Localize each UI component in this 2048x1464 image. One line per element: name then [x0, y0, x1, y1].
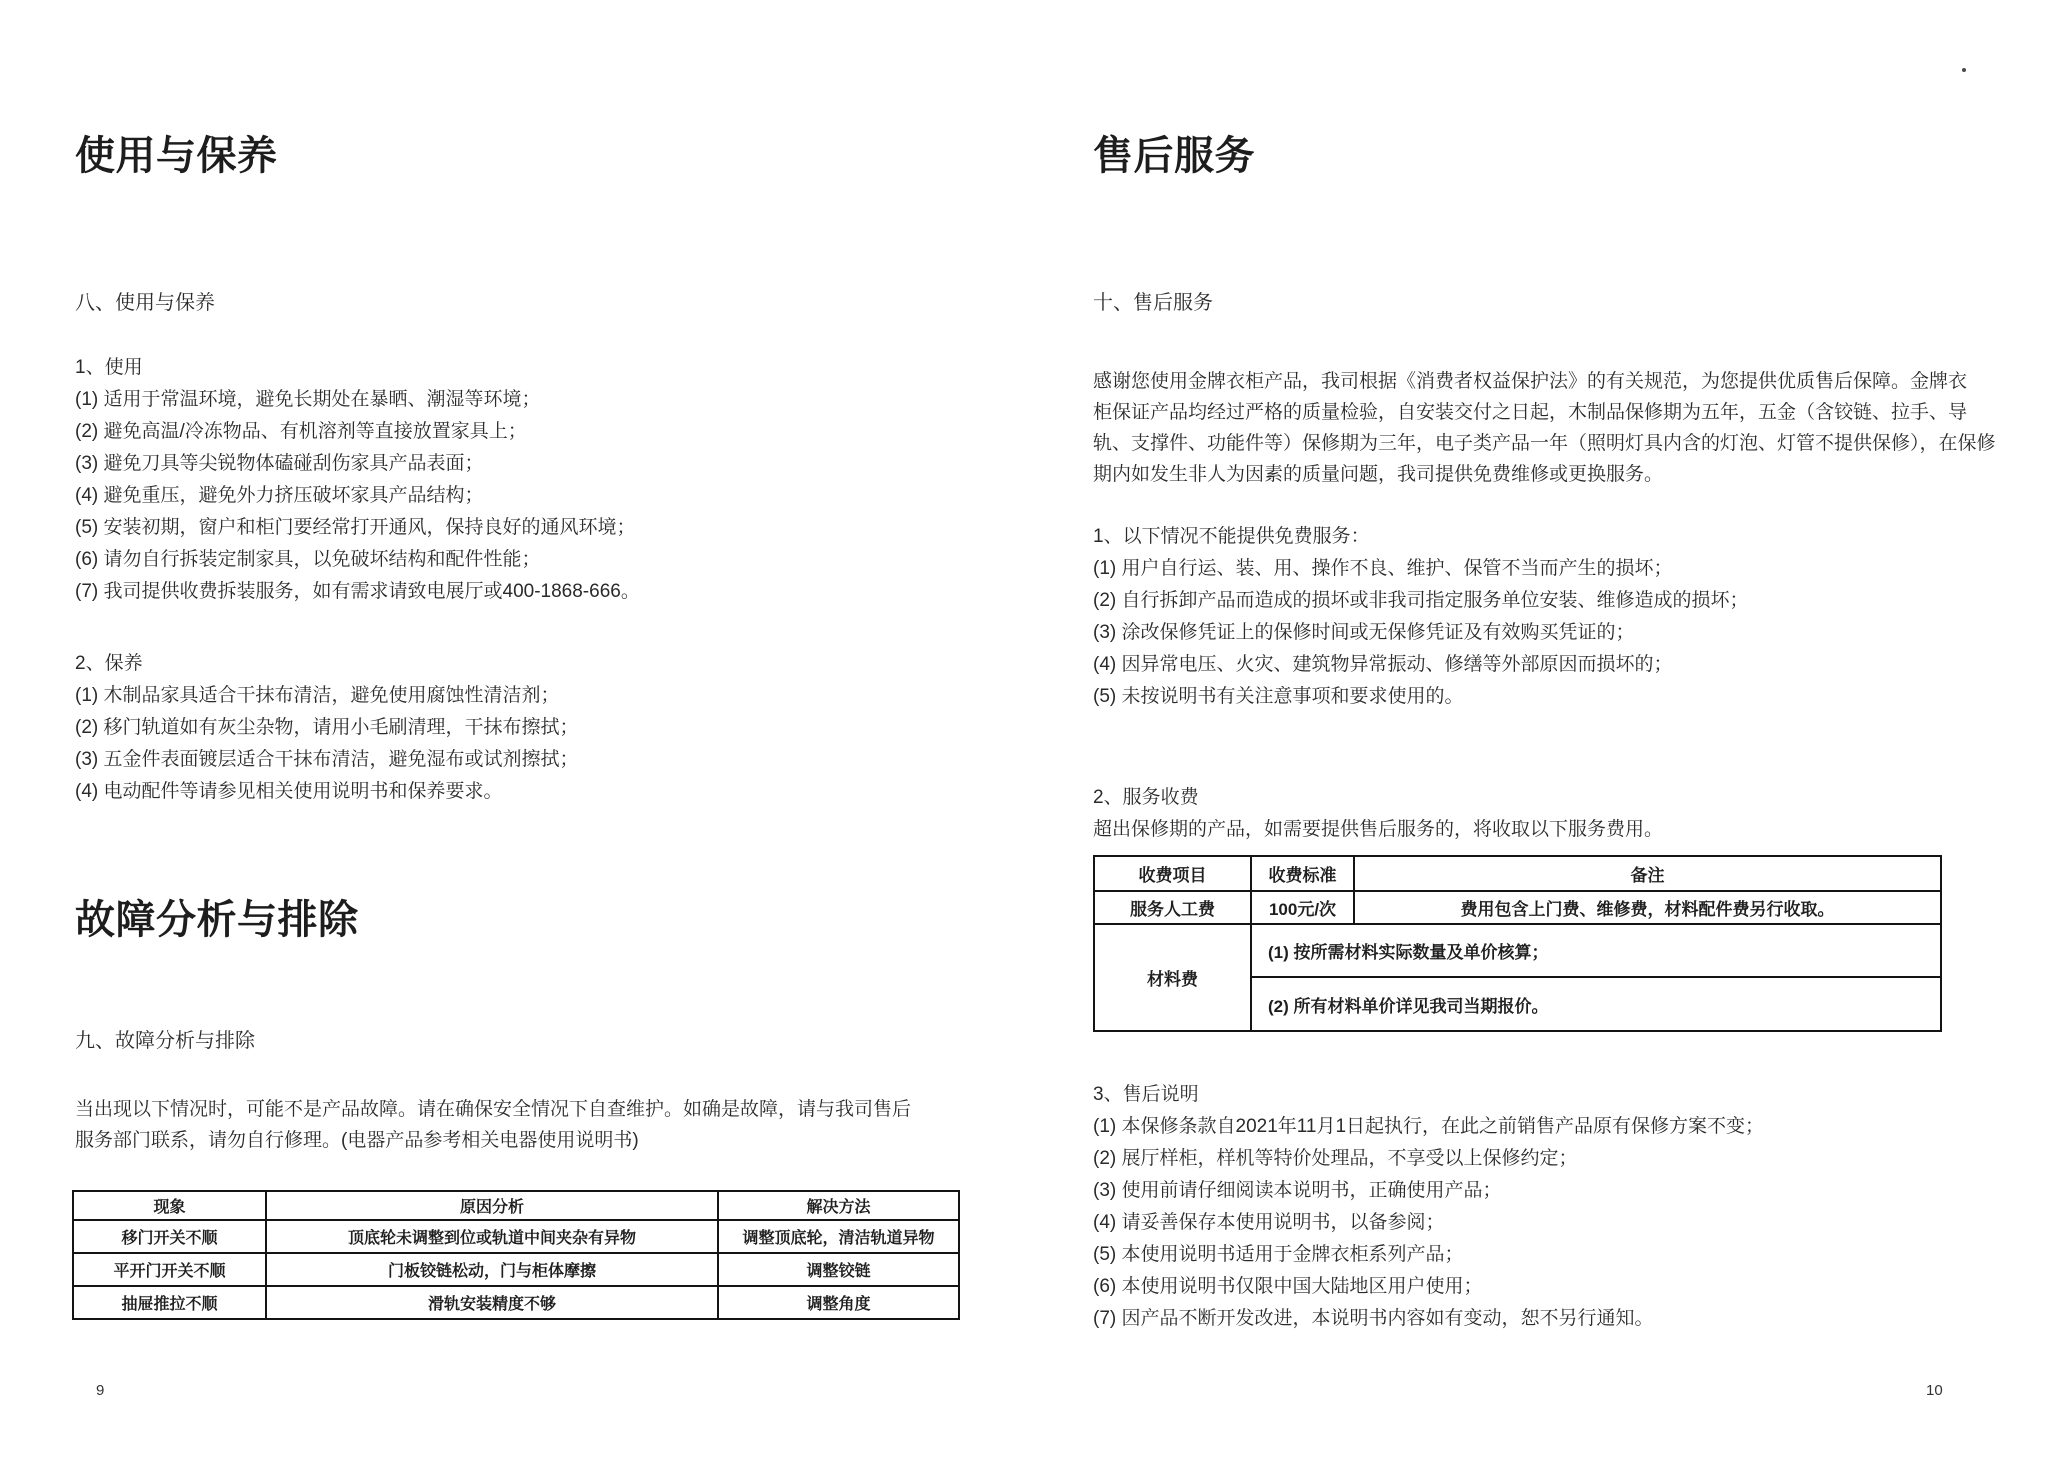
fault-table: [72, 1190, 960, 1320]
list-heading: 2、服务收费: [1093, 787, 1199, 808]
list-item: (4) 请妥善保存本使用说明书，以备参阅；: [1093, 1212, 1445, 1233]
table-cell: 顶底轮未调整到位或轨道中间夹杂有异物: [266, 1220, 718, 1253]
table-cell: 100元/次: [1251, 891, 1354, 924]
table-cell: 滑轨安装精度不够: [266, 1286, 718, 1319]
table-cell: 抽屉推拉不顺: [73, 1286, 266, 1319]
list-item: (3) 避免刀具等尖锐物体磕碰刮伤家具产品表面；: [75, 453, 484, 474]
page-title-after-sales: 售后服务: [1093, 134, 1255, 178]
paragraph-line: 期内如发生非人为因素的质量问题，我司提供免费维修或更换服务。: [1093, 464, 1664, 485]
use-list: [75, 352, 640, 608]
list-item: (5) 本使用说明书适用于金牌衣柜系列产品；: [1093, 1244, 1464, 1265]
list-heading: 2、保养: [75, 653, 143, 674]
paragraph-line: 柜保证产品均经过严格的质量检验，自安装交付之日起，木制品保修期为五年，五金（含铰链、拉手、导: [1093, 402, 1968, 423]
section-heading-9: 九、故障分析与排除: [75, 1030, 255, 1052]
table-header-cell: 现象: [73, 1191, 266, 1220]
list-item: (3) 使用前请仔细阅读本说明书，正确使用产品；: [1093, 1180, 1502, 1201]
table-header-cell: 备注: [1354, 856, 1941, 891]
list-item: (2) 移门轨道如有灰尘杂物，请用小毛刷清理，干抹布擦拭；: [75, 717, 579, 738]
section-heading-10: 十、售后服务: [1093, 292, 1213, 314]
table-cell: 费用包含上门费、维修费，材料配件费另行收取。: [1354, 891, 1941, 924]
page-title-fault-analysis: 故障分析与排除: [75, 898, 359, 942]
page-number-left: 9: [96, 1382, 105, 1399]
page-number-right: 10: [1926, 1382, 1943, 1399]
table-header-cell: 收费标准: [1251, 856, 1354, 891]
list-item: (3) 涂改保修凭证上的保修时间或无保修凭证及有效购买凭证的；: [1093, 622, 1635, 643]
paragraph-line: 轨、支撑件、功能件等）保修期为三年，电子类产品一年（照明灯具内含的灯泡、灯管不提供保修），在保修: [1093, 433, 1996, 454]
table-header-cell: 解决方法: [718, 1191, 959, 1220]
table-header-cell: 原因分析: [266, 1191, 718, 1220]
fee-table: [1093, 855, 1942, 1032]
table-cell: 门板铰链松动，门与柜体摩擦: [266, 1253, 718, 1286]
service-intro-paragraph: [1093, 366, 1996, 490]
page-title-use-care: 使用与保养: [75, 134, 278, 178]
table-row: [1094, 891, 1941, 924]
list-item: (1) 用户自行运、装、用、操作不良、维护、保管不当而产生的损坏；: [1093, 558, 1673, 579]
list-item: (5) 未按说明书有关注意事项和要求使用的。: [1093, 686, 1464, 707]
table-cell: 移门开关不顺: [73, 1220, 266, 1253]
list-item: (5) 安装初期，窗户和柜门要经常打开通风，保持良好的通风环境；: [75, 517, 636, 538]
table-cell: 材料费: [1094, 924, 1251, 1031]
fault-intro-paragraph: [75, 1094, 911, 1156]
list-heading: 1、使用: [75, 357, 143, 378]
section-heading-8: 八、使用与保养: [75, 292, 215, 314]
table-cell: 服务人工费: [1094, 891, 1251, 924]
table-cell: 调整角度: [718, 1286, 959, 1319]
list-item: (1) 木制品家具适合干抹布清洁，避免使用腐蚀性清洁剂；: [75, 685, 560, 706]
table-row: [73, 1220, 959, 1253]
list-item: (6) 本使用说明书仅限中国大陆地区用户使用；: [1093, 1276, 1483, 1297]
table-cell: (1) 按所需材料实际数量及单价核算；: [1251, 924, 1941, 977]
table-header-cell: 收费项目: [1094, 856, 1251, 891]
service-fee-intro: [1093, 782, 1663, 846]
table-row: [73, 1286, 959, 1319]
list-item: (3) 五金件表面镀层适合干抹布清洁，避免湿布或试剂擦拭；: [75, 749, 579, 770]
list-item: (7) 我司提供收费拆装服务，如有需求请致电展厅或400-1868-666。: [75, 581, 640, 602]
list-item: (7) 因产品不断开发改进，本说明书内容如有变动，恕不另行通知。: [1093, 1308, 1654, 1329]
paragraph-line: 当出现以下情况时，可能不是产品故障。请在确保安全情况下自查维护。如确是故障，请与我司售后: [75, 1099, 912, 1120]
page-left: [75, 0, 965, 1464]
list-item: (4) 因异常电压、火灾、建筑物异常振动、修缮等外部原因而损坏的；: [1093, 654, 1673, 675]
list-item: (4) 电动配件等请参见相关使用说明书和保养要求。: [75, 781, 503, 802]
table-cell: (2) 所有材料单价详见我司当期报价。: [1251, 977, 1941, 1031]
after-sales-notes-list: [1093, 1079, 1764, 1335]
list-item: (1) 适用于常温环境，避免长期处在暴晒、潮湿等环境；: [75, 389, 541, 410]
paragraph-line: 服务部门联系，请勿自行修理。(电器产品参考相关电器使用说明书): [75, 1130, 639, 1151]
list-item: (2) 展厅样柜，样机等特价处理品，不享受以上保修约定；: [1093, 1148, 1578, 1169]
list-item: (1) 本保修条款自2021年11月1日起执行，在此之前销售产品原有保修方案不变；: [1093, 1116, 1765, 1137]
table-cell: 调整铰链: [718, 1253, 959, 1286]
table-row: [73, 1253, 959, 1286]
list-heading: 3、售后说明: [1093, 1084, 1199, 1105]
table-header-row: [1094, 856, 1941, 891]
table-header-row: [73, 1191, 959, 1220]
table-cell: 平开门开关不顺: [73, 1253, 266, 1286]
paragraph-line: 超出保修期的产品，如需要提供售后服务的，将收取以下服务费用。: [1093, 819, 1664, 840]
list-item: (4) 避免重压，避免外力挤压破坏家具产品结构；: [75, 485, 484, 506]
paragraph-line: 感谢您使用金牌衣柜产品，我司根据《消费者权益保护法》的有关规范，为您提供优质售后保障。金牌衣: [1093, 371, 1968, 392]
stray-dot: [1962, 68, 1966, 72]
no-free-service-list: [1093, 521, 1749, 713]
list-item: (2) 避免高温/冷冻物品、有机溶剂等直接放置家具上；: [75, 421, 527, 442]
table-cell: 调整顶底轮，清洁轨道异物: [718, 1220, 959, 1253]
list-item: (2) 自行拆卸产品而造成的损坏或非我司指定服务单位安装、维修造成的损坏；: [1093, 590, 1749, 611]
list-item: (6) 请勿自行拆装定制家具，以免破坏结构和配件性能；: [75, 549, 541, 570]
page-right: [1093, 0, 1996, 1464]
care-list: [75, 648, 579, 808]
list-heading: 1、以下情况不能提供免费服务：: [1093, 526, 1370, 547]
table-row: [1094, 924, 1941, 977]
